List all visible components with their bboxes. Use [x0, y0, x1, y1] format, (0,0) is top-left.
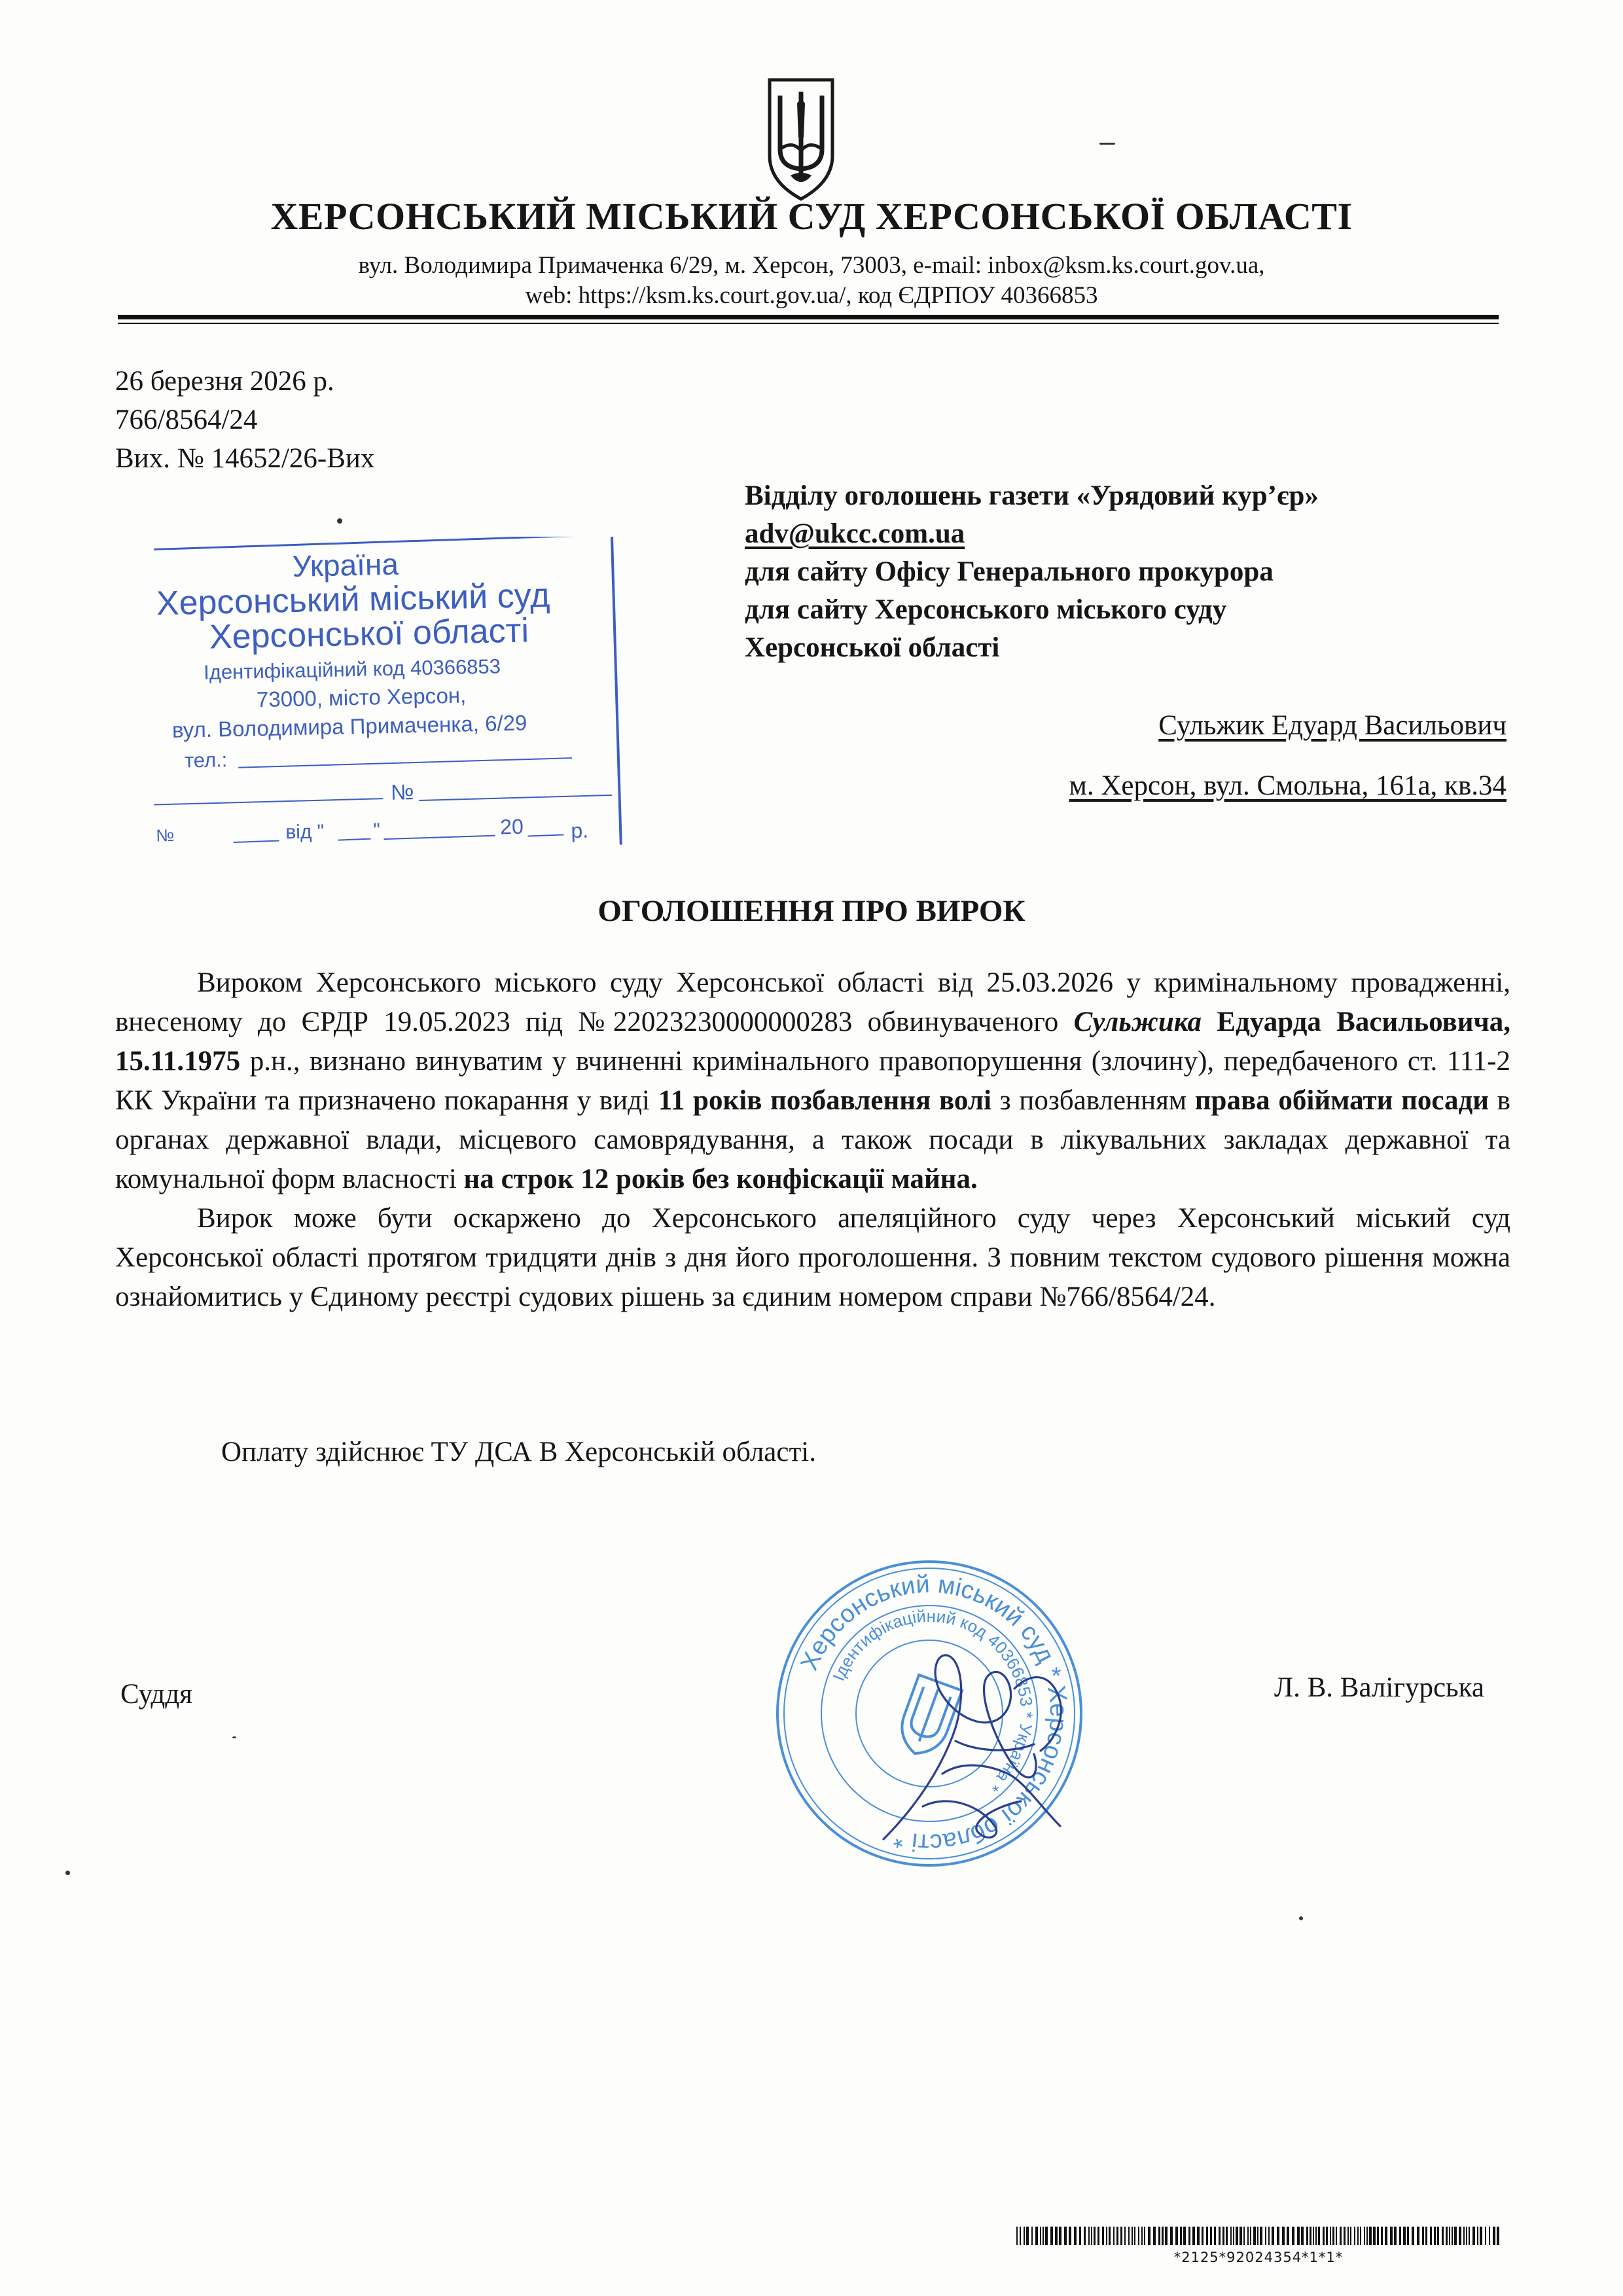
barcode-bar [1188, 2227, 1190, 2245]
barcode-bar [1332, 2227, 1334, 2245]
barcode-bar [1206, 2227, 1208, 2245]
barcode-bar [1102, 2227, 1104, 2245]
barcode-bar [1040, 2227, 1041, 2245]
barcode-bar [1162, 2227, 1164, 2245]
barcode-bar [1373, 2227, 1376, 2245]
stamp-number-label: № [390, 780, 414, 804]
court-registration-stamp [152, 537, 623, 857]
barcode-bar [1128, 2227, 1130, 2245]
barcode-bar [1422, 2227, 1424, 2245]
barcode-bar [1272, 2227, 1274, 2245]
barcode-bar [1437, 2227, 1439, 2245]
barcode-bar [1035, 2227, 1038, 2245]
barcode-bar [1226, 2227, 1228, 2245]
judge-name: Л. В. Валігурська [1274, 1672, 1484, 1703]
barcode-bar [1369, 2227, 1372, 2245]
scan-speck [1299, 1916, 1303, 1920]
barcode-bar [1144, 2227, 1145, 2245]
header-divider [118, 315, 1499, 319]
barcode-bar [1497, 2227, 1499, 2245]
barcode-bar [1045, 2227, 1048, 2245]
verdict-paragraph: Вироком Херсонського міського суду Херсонської області від 25.03.2026 у кримінальному провадженні, внесеному до ЄРДР 19.05.2023 під №22023230000000283 обвинуваченого Сульжика Едуарда Васильовича, 15.11.1975 р.н., визнано винуватим у вчиненні кримінального правопорушення (злочину), передбаченого ст. 111-2 КК України та призначено покарання у виді 11 років позбавлення волі з позбавленням права обіймати посади в органах державної влади, місцевого самоврядування, а також посади в лікувальних закладах державної та комунальної форм власності на строк 12 років без конфіскації майна. [115, 967, 1511, 1194]
barcode-bar [1493, 2227, 1495, 2245]
barcode-bar [1020, 2227, 1021, 2245]
barcode-bar [1449, 2227, 1450, 2245]
barcode-bar [1050, 2227, 1053, 2245]
barcode-bar [1233, 2227, 1234, 2245]
court-name: ХЕРСОНСЬКИЙ МІСЬКИЙ СУД ХЕРСОНСЬКОЇ ОБЛАСТІ [270, 195, 1353, 238]
barcode-bar [1180, 2227, 1182, 2245]
barcode-bar [1202, 2227, 1204, 2245]
barcode-bar [1265, 2227, 1266, 2245]
addressee-person-address: м. Херсон, вул. Смольна, 161а, кв.34 [1069, 770, 1507, 801]
stamp-line-country: Україна [292, 547, 399, 583]
barcode-bar [1084, 2227, 1086, 2245]
barcode-bar [1434, 2227, 1436, 2245]
barcode-bar [1116, 2227, 1118, 2245]
barcode-bar [1236, 2227, 1238, 2245]
barcode-bar [1113, 2227, 1115, 2245]
scan-speck [337, 518, 342, 524]
barcode-bar [1403, 2227, 1406, 2245]
stamp-quote-close: " [372, 819, 381, 842]
addressee-court-site: для сайту Херсонського міського суду [745, 594, 1227, 625]
stamp-year-prefix: 20 [499, 814, 524, 839]
barcode-bar [1336, 2227, 1337, 2245]
barcode-bar [1165, 2227, 1168, 2245]
stamp-line-city: 73000, місто Херсон, [256, 683, 467, 712]
barcode-bar [1412, 2227, 1414, 2245]
barcode-bar [1344, 2227, 1346, 2245]
barcode-bar [1059, 2227, 1061, 2245]
barcode-bar [1153, 2227, 1156, 2245]
barcode-bar [1425, 2227, 1427, 2245]
barcode-bar [1250, 2227, 1251, 2245]
barcode-bar [1469, 2227, 1470, 2245]
barcode-bar [1219, 2227, 1221, 2245]
header-divider-thin [118, 323, 1499, 324]
barcode-bar [1091, 2227, 1092, 2245]
barcode-bar [1097, 2227, 1099, 2245]
barcode-bar [1301, 2227, 1304, 2245]
barcode-bar [1399, 2227, 1401, 2245]
barcode-bar [1088, 2227, 1090, 2245]
barcode-bar [1253, 2227, 1256, 2245]
barcode-bar [1315, 2227, 1317, 2245]
stamp-phone-label: тел.: [184, 748, 228, 772]
barcode-bar [1222, 2227, 1224, 2245]
barcode-bar [1132, 2227, 1133, 2245]
addressee-prosecutor-site: для сайту Офісу Генерального прокурора [745, 556, 1274, 587]
outgoing-number: Вих. № 14652/26-Вих [115, 443, 375, 474]
barcode-bar [1257, 2227, 1258, 2245]
barcode-bar [1350, 2227, 1351, 2245]
seal-outer-text: Херсонський міський суд * Херсонської області * [795, 1570, 1073, 1857]
scan-speck [232, 1736, 236, 1738]
addressee-email: adv@ukcc.com.ua [745, 518, 965, 549]
payment-note: Оплату здійснює ТУ ДСА В Херсонській області. [221, 1437, 816, 1467]
barcode-bar [1024, 2227, 1025, 2245]
court-web-and-code: web: https://ksm.ks.court.gov.ua/, код ЄДРПОУ 40366853 [525, 282, 1098, 309]
addressee-newspaper: Відділу оголошень газети «Урядовий кур’єр» [745, 480, 1319, 511]
barcode-text: *2125*92024354*1*1* [1173, 2250, 1344, 2265]
barcode-bar [1043, 2227, 1044, 2245]
barcode-bar [1407, 2227, 1409, 2245]
barcode-bar [1175, 2227, 1178, 2245]
barcode-bar [1138, 2227, 1139, 2245]
barcode-bar [1197, 2227, 1200, 2245]
barcode-bar [1489, 2227, 1490, 2245]
restriction-term: на строк 12 років без конфіскації майна. [463, 1164, 978, 1194]
stamp-number-label-2: № [156, 825, 175, 846]
barcode-bar [1377, 2227, 1379, 2245]
trident-coat-of-arms-icon [766, 77, 836, 202]
scan-speck [65, 1871, 70, 1875]
judge-signature [844, 1610, 1119, 1859]
barcode-bar [1452, 2227, 1453, 2245]
barcode-bar [1323, 2227, 1325, 2245]
addressee-court-site-cont: Херсонської області [745, 632, 1000, 663]
barcode-bar [1158, 2227, 1160, 2245]
barcode-bar [1318, 2227, 1320, 2245]
document-barcode [1016, 2227, 1501, 2245]
barcode-bar [1306, 2227, 1308, 2245]
judge-label: Суддя [120, 1679, 192, 1710]
barcode-bar [1214, 2227, 1216, 2245]
barcode-bar [1141, 2227, 1143, 2245]
barcode-bar [1357, 2227, 1359, 2245]
barcode-bar [1106, 2227, 1107, 2245]
barcode-bar [1297, 2227, 1300, 2245]
accused-surname: Сульжика [1073, 1007, 1202, 1037]
barcode-bar [1330, 2227, 1331, 2245]
barcode-bar [1454, 2227, 1457, 2245]
barcode-bar [1354, 2227, 1355, 2245]
case-number: 766/8564/24 [115, 404, 258, 435]
stamp-date-from-label: від " [285, 821, 325, 844]
barcode-bar [1170, 2227, 1173, 2245]
barcode-bar [1064, 2227, 1067, 2245]
barcode-bar [1055, 2227, 1058, 2245]
barcode-bar [1243, 2227, 1245, 2245]
barcode-bar [1134, 2227, 1135, 2245]
barcode-bar [1268, 2227, 1270, 2245]
barcode-bar [1485, 2227, 1486, 2245]
barcode-bar [1292, 2227, 1294, 2245]
barcode-bar [1446, 2227, 1448, 2245]
barcode-bar [1442, 2227, 1444, 2245]
barcode-bar [1016, 2227, 1018, 2245]
court-address: вул. Володимира Примаченка 6/29, м. Херсон, 73003, e-mail: inbox@ksm.ks.court.gov.ua, [358, 252, 1265, 279]
barcode-bar [1183, 2227, 1186, 2245]
barcode-bar [1247, 2227, 1249, 2245]
barcode-bar [1282, 2227, 1285, 2245]
barcode-bar [1466, 2227, 1467, 2245]
barcode-bar [1230, 2227, 1232, 2245]
barcode-bar [1079, 2227, 1081, 2245]
stamp-year-suffix: р. [570, 818, 589, 843]
accused-name-dob: Едуарда Васильовича, 15.11.1975 [115, 1007, 1511, 1077]
stamp-line-id-code: Ідентифікаційний код 40366853 [203, 655, 501, 684]
sentence-right-restriction: права обіймати посади [1194, 1085, 1489, 1116]
barcode-bar [1472, 2227, 1475, 2245]
barcode-bar [1031, 2227, 1033, 2245]
barcode-bar [1192, 2227, 1195, 2245]
barcode-bar [1366, 2227, 1368, 2245]
barcode-bar [1287, 2227, 1289, 2245]
barcode-bar [1124, 2227, 1126, 2245]
seal-inner-text: Ідентифікаційний код 40366853 * Україна * [829, 1605, 1037, 1797]
barcode-bar [1210, 2227, 1212, 2245]
barcode-bar [1390, 2227, 1393, 2245]
barcode-bar [1094, 2227, 1096, 2245]
barcode-bar [1381, 2227, 1383, 2245]
document-date: 26 березня 2026 р. [115, 366, 334, 397]
barcode-bar [1463, 2227, 1465, 2245]
notice-body [115, 963, 1510, 1317]
barcode-bar [1313, 2227, 1314, 2245]
barcode-bar [1480, 2227, 1482, 2245]
barcode-bar [1417, 2227, 1419, 2245]
stamp-line-street: вул. Володимира Примаченка, 6/29 [171, 710, 527, 742]
barcode-bar [1459, 2227, 1461, 2245]
barcode-bar [1347, 2227, 1349, 2245]
barcode-bar [1310, 2227, 1311, 2245]
barcode-bar [1340, 2227, 1342, 2245]
barcode-bar [1477, 2227, 1478, 2245]
addressee-person-name: Сульжик Едуард Васильович [1158, 710, 1507, 741]
barcode-bar [1364, 2227, 1365, 2245]
barcode-bar [1277, 2227, 1279, 2245]
appeal-paragraph: Вирок може бути оскаржено до Херсонського апеляційного суду через Херсонський міський суд Херсонської області протягом тридцяти днів з дня його проголошення. З повним текстом судового рішення можна ознайомитись у Єдиному реєстрі судових рішень за єдиним номером справи №766/8564/24. [115, 1203, 1510, 1312]
barcode-bar [1026, 2227, 1029, 2245]
barcode-bar [1240, 2227, 1242, 2245]
scan-speck [1099, 143, 1115, 145]
stamp-line-court: Херсонський міський суд [156, 576, 550, 623]
barcode-bar [1120, 2227, 1122, 2245]
barcode-bar [1326, 2227, 1328, 2245]
stamp-line-region: Херсонської області [209, 611, 529, 656]
barcode-bar [1385, 2227, 1387, 2245]
sentence-term: 11 років позбавлення волі [658, 1085, 991, 1116]
notice-title: ОГОЛОШЕННЯ ПРО ВИРОК [597, 894, 1026, 928]
barcode-bar [1069, 2227, 1071, 2245]
barcode-bar [1394, 2227, 1397, 2245]
barcode-bar [1148, 2227, 1150, 2245]
barcode-bar [1360, 2227, 1361, 2245]
barcode-bar [1074, 2227, 1077, 2245]
barcode-bar [1260, 2227, 1262, 2245]
barcode-bar [1109, 2227, 1111, 2245]
barcode-bar [1430, 2227, 1432, 2245]
